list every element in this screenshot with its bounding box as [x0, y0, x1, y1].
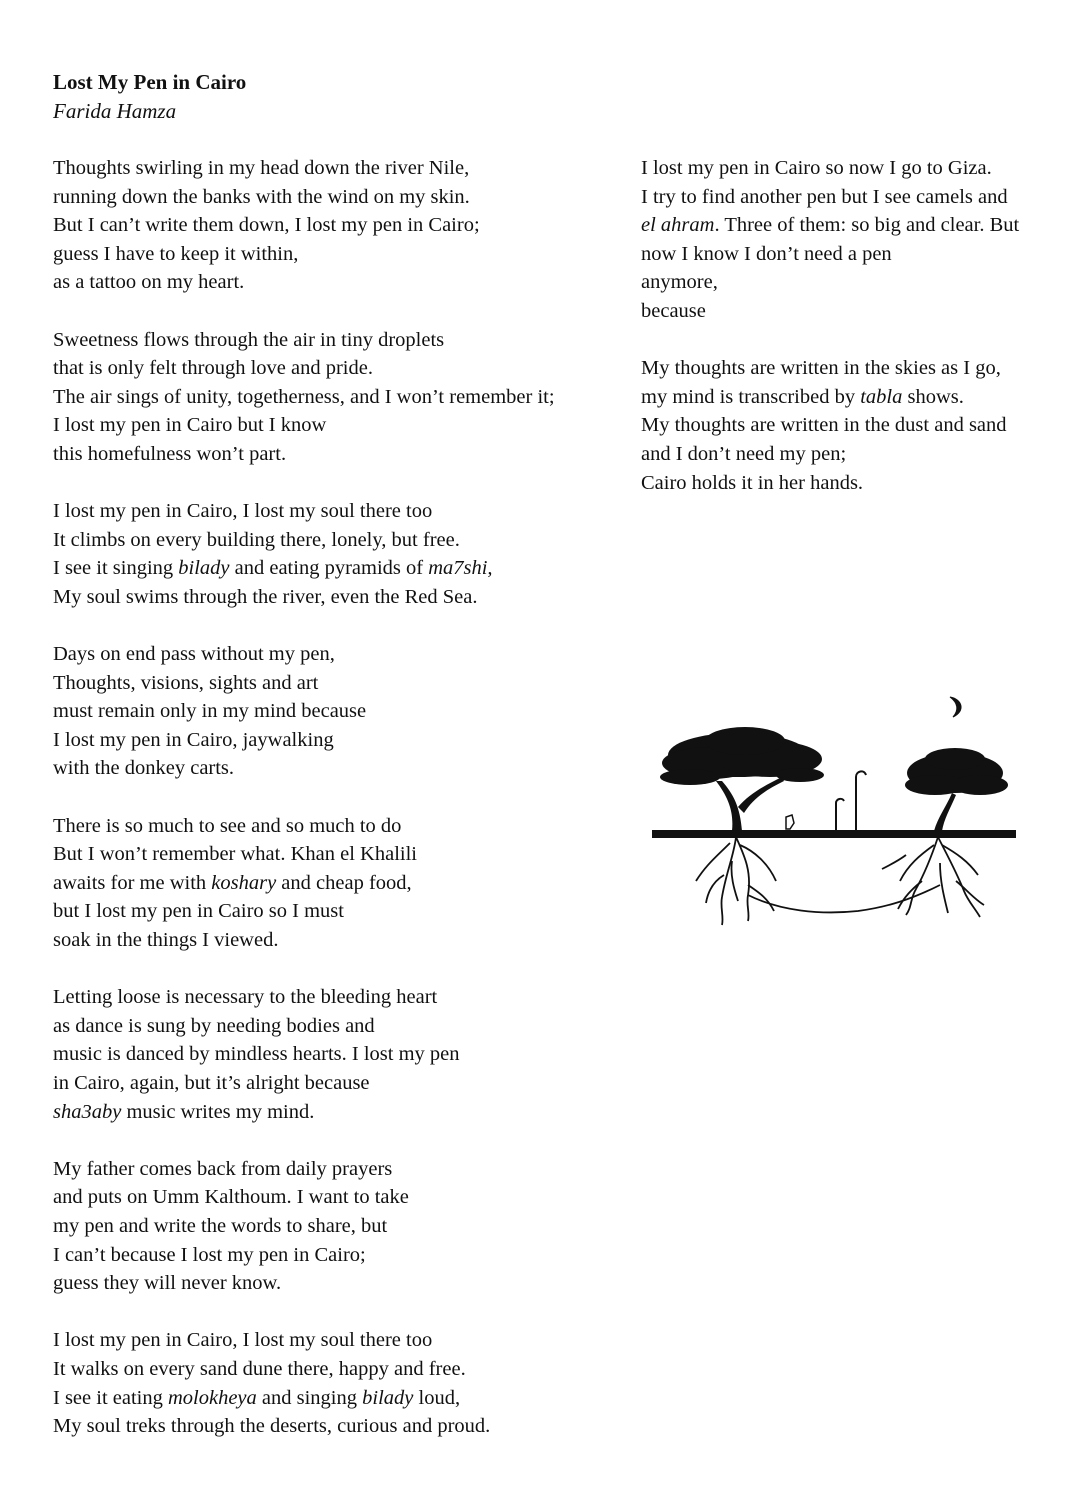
line-text: . Three of them: so big and clear. But — [714, 214, 1020, 237]
line-text: Thoughts, visions, sights and art — [53, 671, 319, 694]
stanza — [53, 1326, 613, 1440]
line-text: soak in the things I viewed. — [53, 929, 279, 952]
stanza — [53, 983, 613, 1126]
poem-line — [53, 869, 613, 898]
poem-line — [53, 440, 613, 469]
poem-line — [641, 154, 1061, 183]
line-text: and cheap food, — [276, 871, 412, 894]
stanza — [53, 1155, 613, 1298]
stanza — [53, 812, 613, 955]
line-text: But I can’t write them down, I lost my pen in Cairo; — [53, 214, 480, 237]
line-text: Days on end pass without my pen, — [53, 643, 335, 666]
line-text: Cairo holds it in her hands. — [641, 471, 864, 494]
poem-line — [53, 1069, 613, 1098]
line-text: I lost my pen in Cairo, I lost my soul there too — [53, 1329, 433, 1352]
line-text: now I know I don’t need a pen — [641, 242, 892, 265]
stanza — [53, 640, 613, 783]
right-tree-canopy — [905, 748, 1008, 795]
small-figure — [786, 815, 794, 829]
poem-line — [641, 297, 1061, 326]
line-text: My thoughts are written in the skies as I go, — [641, 357, 1001, 380]
street-lamp-short — [836, 799, 844, 830]
right-tree-trunk — [934, 793, 956, 831]
poem-line — [53, 1269, 613, 1298]
poem-line — [53, 726, 613, 755]
stanza — [53, 326, 613, 469]
line-text: music is danced by mindless hearts. I lost my pen — [53, 1043, 460, 1066]
poem-line — [53, 497, 613, 526]
poem-line — [641, 411, 1061, 440]
line-text: I lost my pen in Cairo, I lost my soul there too — [53, 500, 433, 523]
line-text: and eating pyramids of — [229, 557, 429, 580]
stanza — [53, 497, 613, 611]
poem-title: Lost My Pen in Cairo — [53, 70, 247, 94]
poem-line — [53, 268, 613, 297]
line-text: I see it singing — [53, 557, 179, 580]
poem-line — [53, 554, 613, 583]
line-text: My thoughts are written in the dust and sand — [641, 414, 1007, 437]
poem-line — [53, 411, 613, 440]
poem-line — [53, 897, 613, 926]
poem-line — [53, 840, 613, 869]
poem-line — [53, 154, 613, 183]
left-tree-trunk — [716, 777, 784, 831]
poem-line — [641, 354, 1061, 383]
line-text: Sweetness flows through the air in tiny droplets — [53, 328, 445, 351]
line-text: awaits for me with — [53, 871, 212, 894]
line-text: My soul treks through the deserts, curious and proud. — [53, 1415, 491, 1438]
line-text: in Cairo, again, but it’s alright because — [53, 1072, 370, 1094]
left-tree-canopy — [660, 727, 824, 785]
stanza — [53, 154, 613, 297]
poem-line — [53, 812, 613, 841]
line-text: The air sings of unity, togetherness, and I won’t remember it; — [53, 385, 555, 408]
stanza — [641, 354, 1061, 497]
line-text: Thoughts swirling in my head down the river Nile, — [53, 157, 470, 179]
poem-line — [53, 1241, 613, 1270]
poem-line — [641, 469, 1061, 498]
line-text: There is so much to see and so much to do — [53, 814, 402, 837]
poem-line — [53, 240, 613, 269]
poem-line — [53, 754, 613, 783]
line-text: I can’t because I lost my pen in Cairo; — [53, 1243, 366, 1266]
line-text: It climbs on every building there, lonely, but free. — [53, 528, 460, 551]
poem-line — [53, 1040, 613, 1069]
line-text: that is only felt through love and pride. — [53, 357, 373, 380]
line-text: But I won’t remember what. Khan el Khalili — [53, 843, 417, 866]
poem-line — [53, 1384, 613, 1413]
italic-word: bilady — [178, 557, 230, 580]
poem-line — [53, 211, 613, 240]
ground-line — [652, 830, 1016, 838]
poem-line — [53, 669, 613, 698]
poem-line — [53, 1412, 613, 1441]
line-text: as a tattoo on my heart. — [53, 271, 245, 294]
right-roots — [882, 837, 984, 917]
poem-line — [53, 1326, 613, 1355]
poem-line — [53, 983, 613, 1012]
poem-line — [53, 583, 613, 612]
line-text: but I lost my pen in Cairo so I must — [53, 900, 344, 923]
italic-word: bilady — [362, 1386, 414, 1409]
line-text: I lost my pen in Cairo, jaywalking — [53, 728, 334, 751]
poem-line — [53, 1155, 613, 1184]
poem-line — [641, 211, 1061, 240]
poem-line — [53, 383, 613, 412]
line-text: anymore, — [641, 271, 718, 294]
poem-line — [53, 1212, 613, 1241]
line-text: Letting loose is necessary to the bleeding heart — [53, 986, 438, 1009]
line-text: with the donkey carts. — [53, 757, 235, 780]
line-text: and puts on Umm Kalthoum. I want to take — [53, 1186, 409, 1209]
line-text: I lost my pen in Cairo but I know — [53, 414, 327, 437]
line-text: I see it eating — [53, 1386, 168, 1409]
street-lamp-tall — [856, 771, 866, 830]
poem-line — [53, 1183, 613, 1212]
line-text: My father comes back from daily prayers — [53, 1157, 393, 1180]
poem-line — [53, 354, 613, 383]
italic-word: koshary — [211, 871, 277, 894]
poem-line — [53, 926, 613, 955]
line-text: because — [641, 299, 706, 322]
italic-word: tabla — [860, 385, 903, 408]
poem-line — [641, 183, 1061, 212]
poem-line — [53, 326, 613, 355]
trees-roots-icon — [650, 685, 1020, 945]
line-text: and singing — [256, 1386, 363, 1409]
line-text: my mind is transcribed by — [641, 385, 861, 408]
left-roots — [696, 837, 940, 925]
poem-line — [53, 1098, 613, 1127]
line-text: guess I have to keep it within, — [53, 242, 299, 265]
poem-right-column — [641, 154, 1061, 526]
stanza — [641, 154, 1061, 326]
poem-line — [53, 1012, 613, 1041]
line-text: music writes my mind. — [121, 1100, 315, 1123]
line-text: loud, — [413, 1386, 461, 1409]
crescent-moon-icon — [950, 697, 961, 717]
line-text: guess they will never know. — [53, 1272, 282, 1295]
line-text: I lost my pen in Cairo so now I go to Giza. — [641, 157, 992, 179]
poem-line — [641, 268, 1061, 297]
line-text: It walks on every sand dune there, happy and free. — [53, 1357, 466, 1380]
poem-line — [53, 1355, 613, 1384]
italic-word: el ahram — [641, 214, 715, 237]
line-text: and I don’t need my pen; — [641, 442, 847, 465]
poem-line — [53, 640, 613, 669]
line-text: My soul swims through the river, even the Red Sea. — [53, 585, 478, 608]
poem-line — [641, 240, 1061, 269]
poem-left-column — [53, 154, 613, 1469]
trees-roots-illustration — [650, 685, 1020, 945]
poem-line — [53, 526, 613, 555]
poem-author: Farida Hamza — [53, 99, 177, 123]
line-text: must remain only in my mind because — [53, 700, 367, 723]
line-text: my pen and write the words to share, but — [53, 1214, 388, 1237]
poem-line — [641, 383, 1061, 412]
italic-word: molokheya — [167, 1386, 257, 1409]
italic-word: sha3aby — [53, 1100, 122, 1123]
line-text: as dance is sung by needing bodies and — [53, 1014, 375, 1037]
line-text: this homefulness won’t part. — [53, 442, 287, 465]
italic-word: ma7shi, — [428, 557, 493, 580]
line-text: shows. — [902, 385, 964, 408]
line-text: I try to find another pen but I see camels and — [641, 185, 1008, 208]
poem-line — [53, 697, 613, 726]
line-text: running down the banks with the wind on my skin. — [53, 185, 470, 208]
poem-line — [641, 440, 1061, 469]
poem-line — [53, 183, 613, 212]
